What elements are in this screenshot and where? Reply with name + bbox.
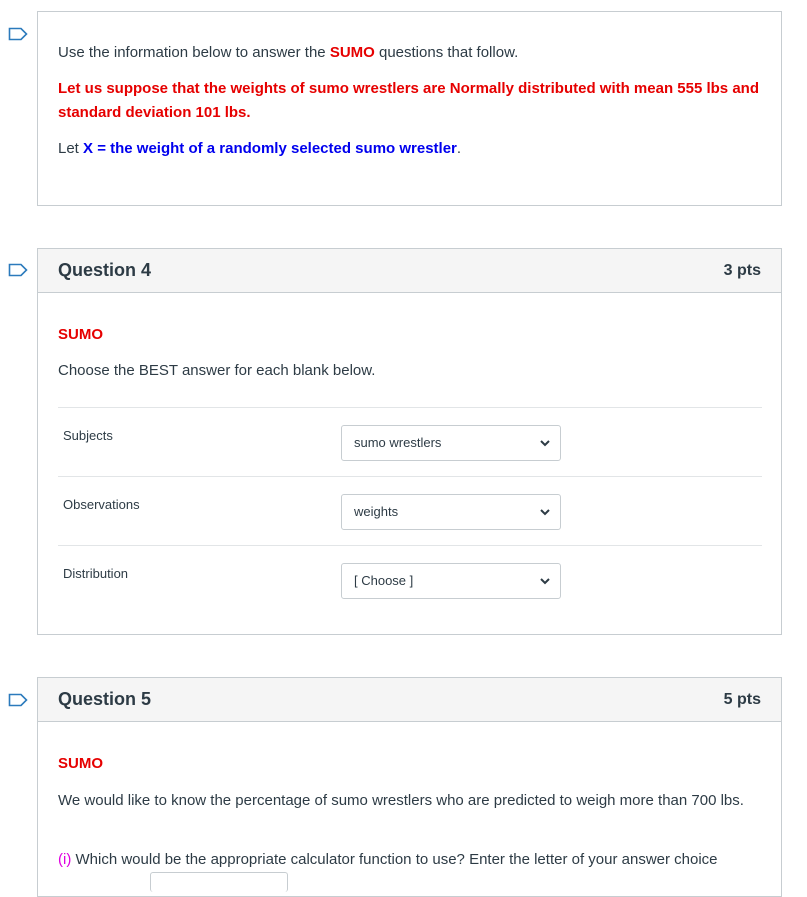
match-row-observations xyxy=(58,476,762,546)
question-5-card xyxy=(37,677,782,897)
answer-input[interactable] xyxy=(150,872,288,892)
distribution-select[interactable]: [ Choose ] xyxy=(341,563,561,599)
question-tag: SUMO xyxy=(58,755,103,772)
row-label: Observations xyxy=(63,497,140,512)
variable-definition: Let X = the weight of a randomly selected sumo wrestler. xyxy=(58,140,462,157)
match-row-subjects xyxy=(58,407,762,477)
question-instruction: Choose the BEST answer for each blank below. xyxy=(58,362,376,379)
match-row-distribution xyxy=(58,545,762,615)
question-tag: SUMO xyxy=(58,326,103,343)
row-label: Subjects xyxy=(63,428,113,443)
observations-select[interactable]: weights xyxy=(341,494,561,530)
question-prompt: We would like to know the percentage of sumo wrestlers who are predicted to weigh more than 700 lbs. xyxy=(58,792,744,809)
bookmark-flag-icon[interactable] xyxy=(8,693,28,707)
intro-line: Use the information below to answer the SUMO questions that follow. xyxy=(58,44,519,61)
question-points: 5 pts xyxy=(723,690,761,708)
chevron-down-icon xyxy=(540,439,550,447)
question-4-card xyxy=(37,248,782,635)
row-label: Distribution xyxy=(63,566,129,581)
question-5-header xyxy=(38,678,781,722)
question-title: Question 5 xyxy=(58,689,152,709)
subjects-select[interactable]: sumo wrestlers xyxy=(341,425,561,461)
scenario-text: Let us suppose that the weights of sumo wrestlers are Normally distributed with mean 555 lbs and standard deviation 101 lbs. xyxy=(58,80,759,121)
bookmark-flag-icon[interactable] xyxy=(8,263,28,277)
question-points: 3 pts xyxy=(723,261,761,279)
chevron-down-icon xyxy=(540,508,550,516)
question-title: Question 4 xyxy=(58,260,152,280)
question-4-header xyxy=(38,249,781,293)
part-i-prompt: (i) Which would be the appropriate calculator function to use? Enter the letter of your answer choice xyxy=(58,851,718,868)
intro-card xyxy=(37,11,782,206)
sumo-emphasis: SUMO xyxy=(329,44,375,61)
bookmark-flag-icon[interactable] xyxy=(8,27,28,41)
chevron-down-icon xyxy=(540,577,550,585)
